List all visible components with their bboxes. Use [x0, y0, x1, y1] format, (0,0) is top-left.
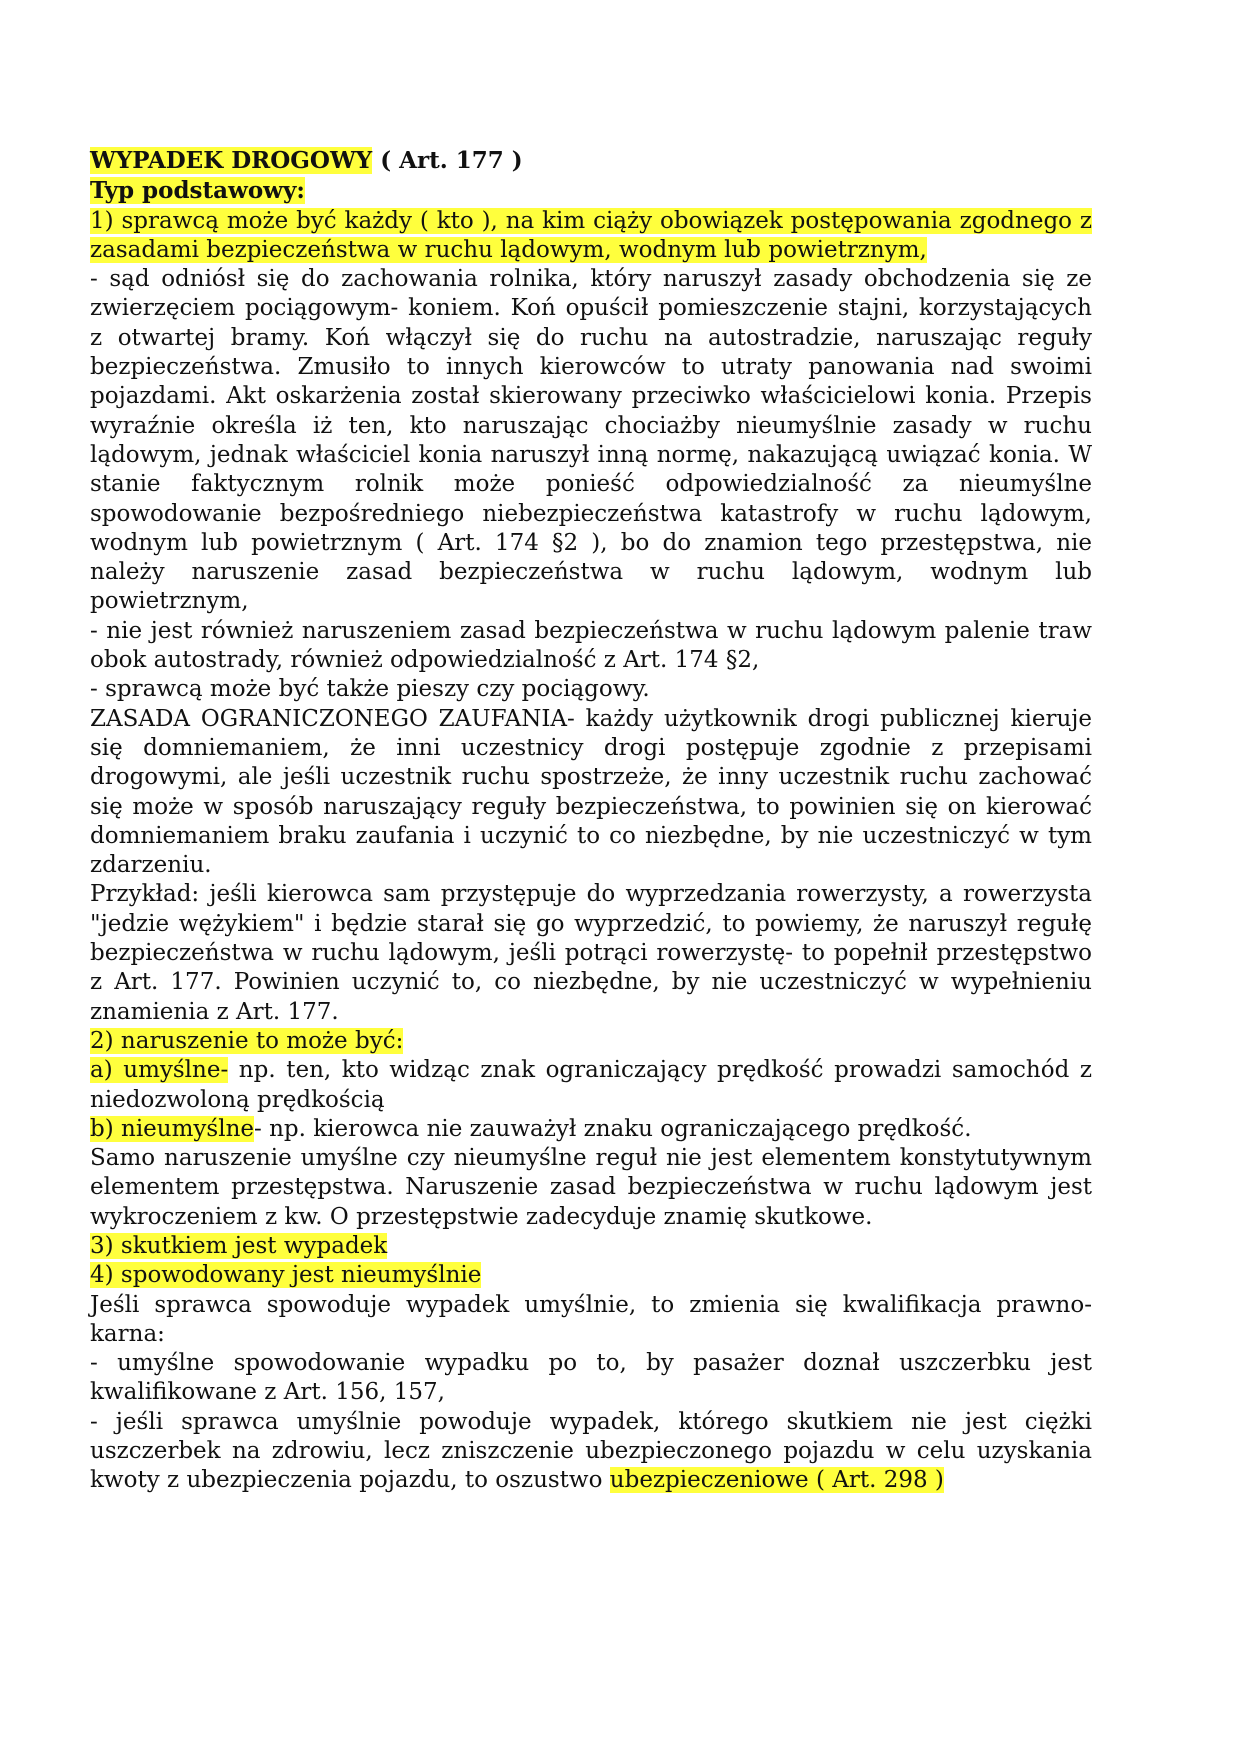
point-1 — [90, 207, 1092, 266]
heading-article: ( Art. 177 ) — [372, 147, 523, 174]
point-2b — [90, 1115, 1092, 1144]
paragraph-oszustwo-highlight: ubezpieczeniowe ( Art. 298 ) — [609, 1467, 944, 1494]
point-2b-label: b) nieumyślne — [90, 1115, 254, 1142]
paragraph-samo-naruszenie: Samo naruszenie umyślne czy nieumyślne reguł nie jest elementem konstytutywnym elementem przestępstwa. Naruszenie zasad bezpieczeństwa w ruchu lądowym jest wykroczeniem z kw. O przestępstwie zadecyduje znamię skutkowe. — [90, 1145, 1092, 1230]
paragraph-przyklad: Przykład: jeśli kierowca sam przystępuje do wyprzedzania rowerzysty, a rowerzysta "jedzie wężykiem" i będzie starał się go wyprzedzić, to powiemy, że naruszył regułę bezpieczeństwa w ruchu lądowym, jeśli potrąci rowerzystę- to popełnił przestępstwo z Art. 177. Powinien uczynić to, co niezbędne, by nie uczestniczyć w wypełnieniu znamienia z Art. 177. — [90, 881, 1092, 1025]
document-subheading — [90, 176, 1092, 206]
point-4-text: 4) spowodowany jest nieumyślnie — [90, 1262, 482, 1289]
paragraph-umyslne-spowodowanie: - umyślne spowodowanie wypadku po to, by pasażer doznał uszczerbku jest kwalifikowane z Art. 156, 157, — [90, 1350, 1092, 1406]
point-2-text: 2) naruszenie to może być: — [90, 1027, 404, 1054]
point-2 — [90, 1027, 1092, 1056]
point-3 — [90, 1232, 1092, 1261]
paragraph-pieszy: - sprawcą może być także pieszy czy pociągowy. — [90, 676, 650, 703]
point-1-text: 1) sprawcą może być każdy ( kto ), na kim ciąży obowiązek postępowania zgodnego z zasadami bezpieczeństwa w ruchu lądowym, wodnym lub powietrznym, — [90, 207, 1092, 263]
document-page — [90, 146, 1092, 1496]
point-2a — [90, 1056, 1092, 1115]
paragraph-zasada-zaufania: ZASADA OGRANICZONEGO ZAUFANIA- każdy użytkownik drogi publicznej kieruje się domniemaniem, że inni uczestnicy drogi postępuje zgodnie z przepisami drogowymi, ale jeśli uczestnik ruchu spostrzeże, że inny uczestnik ruchu zachować się może w sposób naruszający reguły bezpieczeństwa, to powinien się on kierować domniemaniem braku zaufania i uczynić to co niezbędne, by nie uczestniczyć w tym zdarzeniu. — [90, 705, 1092, 879]
paragraph-rolnik: - sąd odniósł się do zachowania rolnika, który naruszył zasady obchodzenia się ze zwierzęciem pociągowym- koniem. Koń opuścił pomieszczenie stajni, korzystających z otwartej bramy. Koń włączył się do ruchu na autostradzie, naruszając reguły bezpieczeństwa. Zmusiło to innych kierowców to utraty panowania nad swoimi pojazdami. Akt oskarżenia został skierowany przeciwko właścicielowi konia. Przepis wyraźnie określa iż ten, kto naruszając chociażby nieumyślnie zasady w ruchu lądowym, jednak właściciel konia naruszył inną normę, nakazującą uwiązać konia. W stanie faktycznym rolnik może ponieść odpowiedzialność za nieumyślne spowodowanie bezpośredniego niebezpieczeństwa katastrofy w ruchu lądowym, wodnym lub powietrznym ( Art. 174 §2 ), bo do znamion tego przestępstwa, nie należy naruszenie zasad bezpieczeństwa w ruchu lądowym, wodnym lub powietrznym, — [90, 266, 1092, 615]
paragraph-palenie: - nie jest również naruszeniem zasad bezpieczeństwa w ruchu lądowym palenie traw obok autostrady, również odpowiedzialność z Art. 174 §2, — [90, 617, 1092, 674]
point-3-text: 3) skutkiem jest wypadek — [90, 1232, 388, 1259]
heading-title: WYPADEK DROGOWY — [90, 147, 373, 174]
document-heading — [90, 146, 1092, 176]
point-2b-text: - np. kierowca nie zauważył znaku ograniczającego prędkość. — [254, 1115, 972, 1142]
point-4 — [90, 1261, 1092, 1290]
subheading-text: Typ podstawowy: — [90, 177, 305, 205]
paragraph-oszustwo — [90, 1408, 1092, 1496]
paragraph-oszustwo-text: - jeśli sprawca umyślnie powoduje wypadek, którego skutkiem nie jest ciężki uszczerbek na zdrowiu, lecz zniszczenie ubezpieczonego pojazdu w celu uzyskania kwoty z ubezpieczenia pojazdu, to oszustwo — [90, 1408, 1092, 1494]
paragraph-jesli-umyslnie: Jeśli sprawca spowoduje wypadek umyślnie, to zmienia się kwalifikacja prawno-karna: — [90, 1291, 1092, 1347]
point-2a-label: a) umyślne- — [90, 1057, 229, 1084]
point-2a-text: np. ten, kto widząc znak ograniczający prędkość prowadzi samochód z niedozwoloną prędkością — [90, 1057, 1092, 1113]
